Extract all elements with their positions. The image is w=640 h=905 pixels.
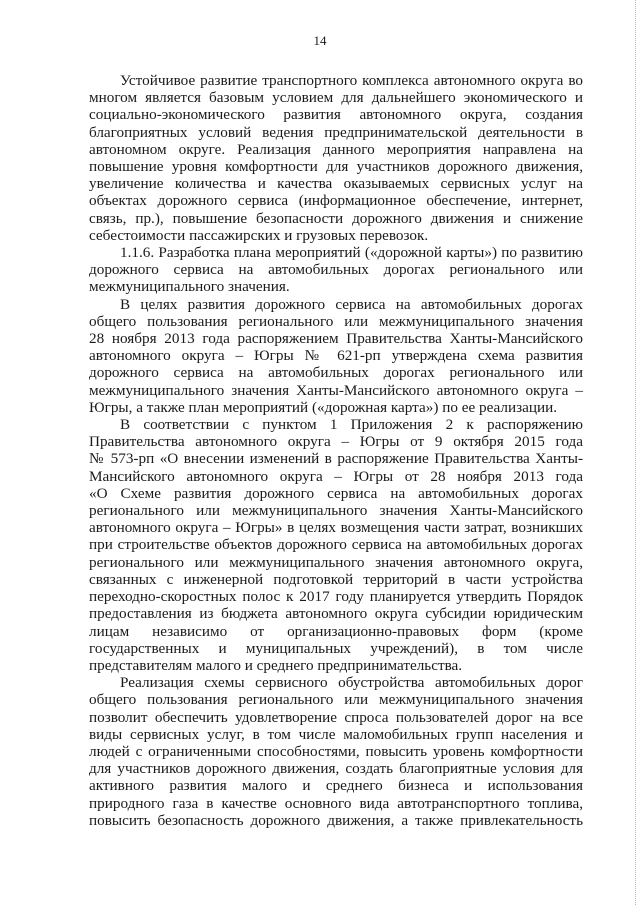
text-line: для участников дорожного движения, создать благоприятные условия для xyxy=(89,760,583,778)
text-line: представителям малого и среднего предпринимательства. xyxy=(89,656,463,674)
text-line: связанных с инженерной подготовкой территорий в части устройства xyxy=(89,570,583,588)
text-line: автономного округа – Югры» в целях возмещения части затрат, возникших xyxy=(89,519,583,537)
text-line: дорожного сервиса на автомобильных дорогах регионального или xyxy=(89,261,583,279)
text-line: межмуниципального значения Ханты-Мансийского автономного округа – xyxy=(89,381,583,399)
text-line: увеличение количества и качества оказываемых сервисных услуг на xyxy=(89,175,583,193)
text-line: людей с ограниченными способностями, повысить уровень комфортности xyxy=(89,742,583,760)
text-line: В целях развития дорожного сервиса на автомобильных дорогах xyxy=(120,295,583,313)
text-line: объектах дорожного сервиса (информационное обеспечение, интернет, xyxy=(89,192,583,210)
text-line: № 573-рп «О внесении изменений в распоряжение Правительства Ханты- xyxy=(89,450,583,468)
text-line: Устойчивое развитие транспортного комплекса автономного округа во xyxy=(120,72,583,89)
text-line: благоприятных условий ведения предпринимательской деятельности в xyxy=(89,123,583,141)
paragraph-service-scheme xyxy=(89,296,583,416)
text-line: Мансийского автономного округа – Югры от 28 ноября 2013 года xyxy=(89,467,583,485)
text-line: 28 ноября 2013 года распоряжением Правительства Ханты-Мансийского xyxy=(89,330,583,348)
text-line: многом является базовым условием для дальнейшего экономического и xyxy=(89,89,583,107)
text-line: предоставления из бюджета автономного округа субсидии юридическим xyxy=(89,605,583,623)
text-line: дорожного сервиса на автомобильных дорогах регионального или xyxy=(89,364,583,382)
paragraph-subsidy-procedure xyxy=(89,416,583,674)
text-line: виды сервисных услуг, в том числе маломобильных групп населения и xyxy=(89,725,583,743)
text-line: автономном округе. Реализация данного мероприятия направлена на xyxy=(89,140,583,158)
text-line: Правительства автономного округа – Югры от 9 октября 2015 года xyxy=(89,433,583,451)
text-line: общего пользования регионального или межмуниципального значения xyxy=(89,691,583,709)
text-line: Югры, а также план мероприятий («дорожная карта») по ее реализации. xyxy=(89,398,558,416)
text-line: природного газа в качестве основного вида автотранспортного топлива, xyxy=(89,794,583,812)
text-line: социально-экономического развития автономного округа, создания xyxy=(89,106,583,124)
paragraph-roadmap-heading xyxy=(89,244,583,296)
text-line: повышение уровня комфортности для участников дорожного движения, xyxy=(89,158,583,176)
text-line: межмуниципального значения. xyxy=(89,278,290,296)
paragraph-transport-development xyxy=(89,72,583,244)
text-line: государственных и муниципальных учреждений), в том числе xyxy=(89,639,583,657)
text-line: регионального или межмуниципального значения Ханты-Мансийского xyxy=(89,502,583,520)
text-line: 1.1.6. Разработка плана мероприятий («дорожной карты») по развитию xyxy=(120,244,583,262)
text-line: при строительстве объектов дорожного сервиса на автомобильных дорогах xyxy=(89,536,583,554)
scan-edge-line xyxy=(635,0,636,905)
text-line: связь, пр.), повышение безопасности дорожного движения и снижение xyxy=(89,209,583,227)
text-line: регионального или межмуниципального значения автономного округа, xyxy=(89,553,583,571)
text-line: «О Схеме развития дорожного сервиса на автомобильных дорогах xyxy=(89,484,583,502)
text-line: Реализация схемы сервисного обустройства автомобильных дорог xyxy=(120,674,583,692)
paragraph-scheme-implementation xyxy=(89,674,583,829)
document-body xyxy=(89,72,583,829)
text-line: переходно-скоростных полос к 2017 году планируется утвердить Порядок xyxy=(89,588,583,606)
text-line: В соответствии с пунктом 1 Приложения 2 к распоряжению xyxy=(120,416,583,434)
text-line: лицам независимо от организационно-правовых форм (кроме xyxy=(89,622,583,640)
text-line: позволит обеспечить удовлетворение спроса пользователей дорог на все xyxy=(89,708,583,726)
page-number: 14 xyxy=(313,33,327,48)
text-line: активного развития малого и среднего бизнеса и использования xyxy=(89,777,583,795)
text-line: автономного округа – Югры № 621-рп утверждена схема развития xyxy=(89,347,583,365)
text-line: себестоимости пассажирских и грузовых перевозок. xyxy=(89,226,429,244)
text-line: общего пользования регионального или межмуниципального значения xyxy=(89,312,583,330)
text-line: повысить безопасность дорожного движения, а также привлекательность xyxy=(89,811,583,829)
